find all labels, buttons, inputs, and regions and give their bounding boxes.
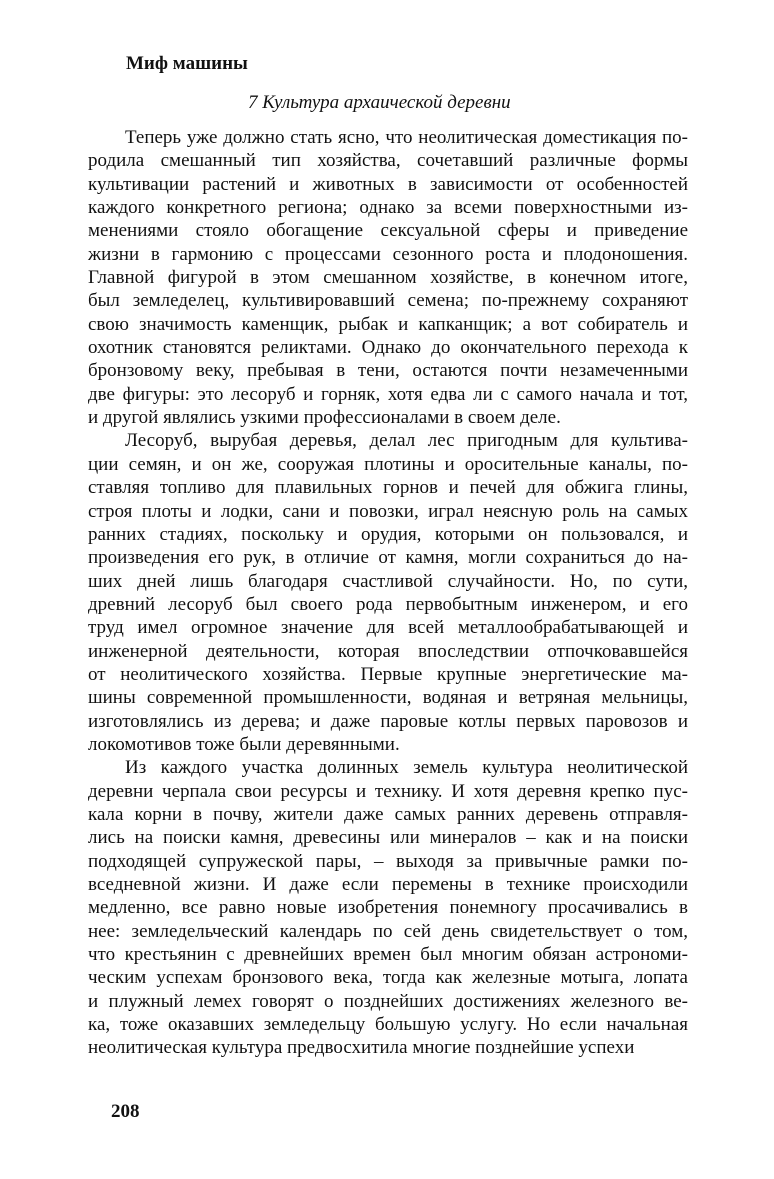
text-line: и плужный лемех говорят о позднейших достижениях железного ве- bbox=[88, 990, 688, 1012]
text-line: локомотивов тоже были деревянными. bbox=[88, 733, 400, 755]
text-line: ших дней лишь благодаря счастливой случайности. Но, по сути, bbox=[88, 570, 688, 592]
text-line: Главной фигурой в этом смешанном хозяйстве, в конечном итоге, bbox=[88, 267, 688, 289]
text-line: строя плоты и лодки, сани и повозки, играл неясную роль на самых bbox=[88, 500, 688, 522]
text-line: кала корни в почву, жители даже самых ранних деревень отправля- bbox=[88, 803, 688, 825]
text-line: и другой являлись узкими профессионалами в своем деле. bbox=[88, 407, 561, 429]
text-line: подходящей супружеской пары, – выходя за привычные рамки по- bbox=[88, 850, 688, 872]
paragraph bbox=[88, 756, 688, 1059]
body-text bbox=[88, 126, 688, 1060]
text-line: охотник становятся реликтами. Однако до окончательного перехода к bbox=[88, 337, 688, 359]
text-line: медленно, все равно новые изобретения понемногу просачивались в bbox=[88, 897, 688, 919]
paragraph bbox=[88, 429, 688, 756]
text-line: две фигуры: это лесоруб и горняк, хотя едва ли с самого начала и тот, bbox=[88, 383, 688, 405]
text-line: ка, тоже оказавших земледельцу большую услугу. Но если начальная bbox=[88, 1014, 688, 1036]
text-line: каждого конкретного региона; однако за всеми поверхностными из- bbox=[88, 197, 688, 219]
text-line: бронзовому веку, пребывая в тени, остаются почти незамеченными bbox=[88, 360, 688, 382]
text-line: Лесоруб, вырубая деревья, делал лес пригодным для культива- bbox=[125, 430, 688, 452]
text-line: жизни в гармонию с процессами сезонного роста и плодоношения. bbox=[88, 243, 688, 265]
text-line: нее: земледельческий календарь по сей день свидетельствует о том, bbox=[88, 920, 688, 942]
text-line: менениями стояло обогащение сексуальной сферы и приведение bbox=[88, 220, 688, 242]
text-line: ческим успехам бронзового века, тогда как железные мотыга, лопата bbox=[88, 967, 688, 989]
page-number: 208 bbox=[111, 1101, 140, 1122]
text-line: ставляя топливо для плавильных горнов и печей для обжига глины, bbox=[88, 477, 688, 499]
text-line: свою значимость каменщик, рыбак и капканщик; а вот собиратель и bbox=[88, 313, 688, 335]
text-line: лись на поиски камня, древесины или минералов – как и на поиски bbox=[88, 827, 688, 849]
text-line: культивации растений и животных в зависимости от особенностей bbox=[88, 173, 688, 195]
text-line: шины современной промышленности, водяная и ветряная мельницы, bbox=[88, 687, 688, 709]
text-line: неолитическая культура предвосхитила многие позднейшие успехи bbox=[88, 1037, 635, 1059]
text-line: произведения его рук, в отличие от камня, могли сохраниться до на- bbox=[88, 547, 688, 569]
text-line: ции семян, и он же, сооружая плотины и оросительные каналы, по- bbox=[88, 453, 688, 475]
chapter-title: 7 Культура архаической деревни bbox=[248, 92, 511, 113]
running-head: Миф машины bbox=[126, 53, 248, 74]
text-line: Из каждого участка долинных земель культура неолитической bbox=[125, 757, 688, 779]
text-line: деревни черпала свои ресурсы и технику. И хотя деревня крепко пус- bbox=[88, 780, 688, 802]
text-line: ранних стадиях, поскольку и орудия, которыми он пользовался, и bbox=[88, 523, 688, 545]
text-line: древний лесоруб был своего рода первобытным инженером, и его bbox=[88, 593, 688, 615]
text-line: от неолитического хозяйства. Первые крупные энергетические ма- bbox=[88, 663, 688, 685]
text-line: инженерной деятельности, которая впоследствии отпочковавшейся bbox=[88, 640, 688, 662]
text-line: родила смешанный тип хозяйства, сочетавший различные формы bbox=[88, 150, 688, 172]
paragraph bbox=[88, 126, 688, 429]
text-line: Теперь уже должно стать ясно, что неолитическая доместикация по- bbox=[125, 127, 688, 148]
text-line: вседневной жизни. И даже если перемены в технике происходили bbox=[88, 874, 688, 895]
text-line: что крестьянин с древнейших времен был многим обязан астрономи- bbox=[88, 944, 688, 966]
text-line: изготовлялись из дерева; и даже паровые котлы первых паровозов и bbox=[88, 710, 688, 732]
text-line: был земледелец, культивировавший семена; по-прежнему сохраняют bbox=[88, 290, 688, 312]
text-line: труд имел огромное значение для всей металлообрабатывающей и bbox=[88, 617, 688, 639]
